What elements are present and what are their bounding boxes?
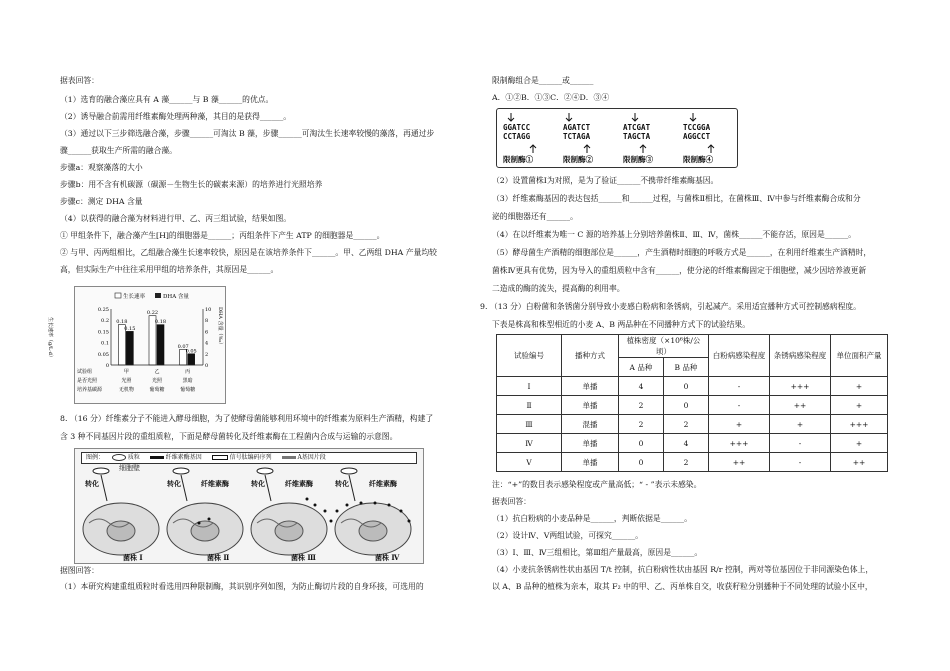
legend-item: 信号肽编码序列 <box>229 454 272 461</box>
table-row <box>497 396 888 415</box>
legend-growth: 生长速率 <box>123 294 146 300</box>
table-cell: 0 <box>619 453 664 472</box>
y-axis-label-left: 生长速率（g/L·d） <box>47 317 53 360</box>
enzyme-label: 限制酶① <box>503 155 533 164</box>
table-header: 条锈病感染程度 <box>770 335 831 377</box>
text-line: （2）诱导融合前需用纤维素酶处理两种藻，其目的是获得______。 <box>60 112 292 121</box>
cellulase-label: 纤维素酶 <box>369 479 397 488</box>
category-label: 丙 <box>185 369 191 375</box>
table-cell: ++ <box>831 453 888 472</box>
cellulase-label: 纤维素酶 <box>201 479 229 488</box>
y-tick-label: 0.1 <box>101 340 109 347</box>
trial-results-table <box>496 334 888 472</box>
table-header: 白粉病感染程度 <box>709 335 770 377</box>
row-label: 是否光照 <box>77 378 98 384</box>
text-line: （4）小麦抗条锈病性状由基因 T/t 控制，抗白粉病性状由基因 R/r 控制，两对等位基因位于非同源染色体上， <box>492 565 874 574</box>
table-cell: 2 <box>663 453 708 472</box>
bar-dha <box>188 354 195 365</box>
category-label: 光照 <box>151 378 163 384</box>
legend-swatch-dha <box>155 293 161 298</box>
table-cell: Ⅳ <box>497 434 562 453</box>
y-tick-label: 0.15 <box>97 329 109 336</box>
bar-value-label: 0.15 <box>124 325 136 332</box>
y-right-tick-label: 0 <box>205 363 209 369</box>
legend-swatch-growth <box>115 293 121 298</box>
cell-wall-label: 细胞壁 <box>119 464 140 472</box>
table-cell: + <box>709 415 770 434</box>
table-row <box>497 453 888 472</box>
legend-item: 纤维素酶基因 <box>165 454 202 461</box>
category-label: 甲 <box>123 369 129 375</box>
text-line: 8. （16 分）纤维素分子不能进入酵母细胞，为了使酵母菌能够利用环境中的纤维素为原料生产酒精，构建了 <box>60 414 434 423</box>
table-cell: + <box>770 415 831 434</box>
table-cell: 4 <box>663 434 708 453</box>
legend-title: 图例： <box>86 454 105 461</box>
y-tick-label: 0.05 <box>97 351 109 358</box>
table-cell: 2 <box>619 415 664 434</box>
table-cell: Ⅲ <box>497 415 562 434</box>
category-label: 光照 <box>121 378 132 384</box>
text-line: 据图回答： <box>60 566 99 575</box>
text-line: 下表是株高和株型相近的小麦 A、B 两品种在不同播种方式下的试验结果。 <box>492 320 751 329</box>
text-line: A．①②B．①③C．②④D．③④ <box>492 93 610 102</box>
table-cell: 单播 <box>562 396 619 415</box>
transform-label: 转化 <box>167 479 181 488</box>
enzyme-site: TCCGGA AGGCCT <box>683 123 711 141</box>
text-line: 据表回答： <box>492 497 531 506</box>
enzyme-site: GGATCC CCTAGG <box>503 123 531 141</box>
table-header: 植株密度（×10⁶株/公顷） <box>619 335 709 358</box>
table-cell: +++ <box>709 434 770 453</box>
table-cell: + <box>831 377 888 396</box>
table-cell: Ⅱ <box>497 396 562 415</box>
bar-chart <box>47 287 225 403</box>
strain-label: 菌株 Ⅱ <box>207 553 230 562</box>
text-line: （4）在以纤维素为唯一 C 源的培养基上分别培养菌株Ⅱ、Ⅲ、Ⅳ，菌株______不能存活，原因是______。 <box>492 230 856 239</box>
table-row <box>497 377 888 396</box>
category-label: 无机物 <box>118 387 134 393</box>
table-row <box>497 434 888 453</box>
bar-value-label: 0.18 <box>116 319 128 326</box>
table-cell: ++ <box>770 396 831 415</box>
table-cell: - <box>770 434 831 453</box>
table-cell: 0 <box>663 377 708 396</box>
text-line: （1）本研究构建重组质粒时看选用四种限制酶，其识别序列如图，为防止酶切片段的自身环接，可选用的 <box>60 582 424 591</box>
restriction-enzyme-figure <box>496 108 738 168</box>
bar-value-label: 0.07 <box>177 343 189 350</box>
table-cell: Ⅴ <box>497 453 562 472</box>
bar-chart-figure <box>47 286 226 404</box>
enzyme-label: 限制酶② <box>563 155 593 164</box>
y-right-tick-label: 10 <box>205 307 212 313</box>
legend-item: A基因片段 <box>297 454 326 461</box>
text-line: （3）通过以下三步筛选融合藻，步骤______可淘汰 B 藻，步骤______可淘汰生长速率较慢的藻落，再通过步 <box>60 129 435 138</box>
y-tick-label: 0.25 <box>97 307 109 313</box>
enzyme-site: AGATCT TCTAGA <box>563 123 591 141</box>
category-label: 黑暗 <box>182 378 193 384</box>
text-line: 菌株Ⅳ更具有优势，因为导入的重组质粒中含有______，使分泌的纤维素酶固定于细胞壁，减少因培养液更新 <box>492 266 867 275</box>
text-line: 高，但实际生产中往往采用甲组的培养条件，其原因是______。 <box>60 265 279 274</box>
strain-label: 菌株 Ⅳ <box>375 553 400 562</box>
table-cell: + <box>831 396 888 415</box>
bar-dha <box>126 331 133 365</box>
strain-label: 菌株 Ⅰ <box>123 553 143 562</box>
y-right-tick-label: 2 <box>205 351 209 358</box>
table-cell: 单播 <box>562 453 619 472</box>
table-cell: 0 <box>619 434 664 453</box>
table-cell: 2 <box>619 396 664 415</box>
table-cell: - <box>709 396 770 415</box>
text-line: 步骤c：测定 DHA 含量 <box>60 197 143 206</box>
y-tick-label: 0.2 <box>101 318 109 325</box>
row-label: 试验组 <box>77 369 93 375</box>
table-cell: 单播 <box>562 377 619 396</box>
text-line: （4）以获得的融合藻为材料进行甲、乙、丙三组试验，结果如图。 <box>60 214 292 223</box>
text-line: 据表回答： <box>60 76 99 85</box>
transformation-figure <box>74 448 424 564</box>
category-label: 葡萄糖 <box>180 387 196 393</box>
transform-label: 转化 <box>335 479 349 488</box>
text-line: 限制酶组合是______或______ <box>492 76 594 85</box>
text-line: （1）抗白粉病的小麦品种是______，判断依据是______。 <box>492 514 692 523</box>
bar-value-label: 0.05 <box>185 348 197 355</box>
text-line: （5）酵母菌生产酒精的细胞部位是______，产生酒精时细胞的呼吸方式是______，在利用纤维素生产酒精时， <box>492 248 872 257</box>
text-line: 注：“+”的数目表示感染程度或产量高低；“ - ”表示未感染。 <box>492 480 702 489</box>
table-row <box>497 415 888 434</box>
category-label: 葡萄糖 <box>149 387 165 393</box>
text-line: ① 甲组条件下，融合藻产生[H]的细胞器是______；丙组条件下产生 ATP 的细胞器是______。 <box>60 231 385 240</box>
text-line: 以 A、B 品种的植株为亲本，取其 F₂ 中的甲、乙、丙单株自交，收获籽粒分别播种于不同处理的试验小区中， <box>492 582 873 591</box>
table-cell: ++ <box>709 453 770 472</box>
text-line: 二造成的酶的流失，提高酶的利用率。 <box>492 284 625 293</box>
text-line: 含 3 种不同基因片段的重组质粒，下面是酵母菌转化及纤维素酶在工程菌内合成与运输的示意图。 <box>60 432 398 441</box>
table-header: 试验编号 <box>497 335 562 377</box>
table-header: 播种方式 <box>562 335 619 377</box>
table-cell: Ⅰ <box>497 377 562 396</box>
table-header: 单位面积产量 <box>831 335 888 377</box>
cellulase-label: 纤维素酶 <box>285 479 313 488</box>
text-line: （2）设计Ⅳ、Ⅴ两组试验，可探究______。 <box>492 531 643 540</box>
table-cell: 混播 <box>562 415 619 434</box>
table-cell: + <box>831 434 888 453</box>
table-subheader: B 品种 <box>663 358 708 377</box>
y-right-tick-label: 4 <box>205 340 209 347</box>
legend-item: 质粒 <box>127 454 140 461</box>
text-line: 步骤a：观察藻落的大小 <box>60 163 143 172</box>
table-cell: - <box>709 377 770 396</box>
text-line: （1）选育的融合藻应具有 A 藻______与 B 藻______的优点。 <box>60 95 274 104</box>
text-line: （3）纤维素酶基因的表达包括______和______过程，与菌株Ⅱ相比，在菌株Ⅲ、Ⅳ中参与纤维素酶合成和分 <box>492 194 861 203</box>
text-line: （3）Ⅰ、Ⅲ、Ⅳ三组相比，第Ⅲ组产量最高，原因是______。 <box>492 548 703 557</box>
transform-label: 转化 <box>85 479 99 488</box>
category-label: 乙 <box>154 369 160 375</box>
table-cell: 2 <box>663 415 708 434</box>
table-cell: 单播 <box>562 434 619 453</box>
text-line: ② 与甲、丙两组相比，乙组融合藻生长速率较快，原因是在该培养条件下______。甲、乙两组 DHA 产量均较 <box>60 248 437 257</box>
text-line: 步骤b：用不含有机碳源（碳源－生物生长的碳素来源）的培养进行光照培养 <box>60 180 323 189</box>
y-right-tick-label: 6 <box>205 329 209 336</box>
table-subheader: A 品种 <box>619 358 664 377</box>
table-cell: 4 <box>619 377 664 396</box>
text-line: 骤______获取生产所需的融合藻。 <box>60 146 177 155</box>
table-cell: +++ <box>831 415 888 434</box>
text-line: 泌的细胞器还有______。 <box>492 212 578 221</box>
table-cell: 0 <box>663 396 708 415</box>
table-cell: - <box>770 453 831 472</box>
bar-value-label: 0.22 <box>146 310 159 317</box>
bar-dha <box>157 325 164 365</box>
table-header-row <box>497 335 888 358</box>
y-axis-label-right: DHA 含量（‰） <box>217 307 223 348</box>
text-line: 9. （13 分）白粉菌和条锈菌分别导致小麦感白粉病和条锈病，引起减产。采用适宜播种方式可控制感病程度。 <box>480 302 861 311</box>
enzyme-label: 限制酶③ <box>623 155 653 164</box>
strain-label: 菌株 Ⅲ <box>291 553 316 562</box>
y-tick-label: 0 <box>105 363 109 369</box>
enzyme-label: 限制酶④ <box>683 155 713 164</box>
y-right-tick-label: 8 <box>205 318 209 325</box>
bar-value-label: 0.18 <box>154 319 167 326</box>
transform-label: 转化 <box>251 479 265 488</box>
row-label: 培养基碳源 <box>77 387 103 393</box>
table-cell: +++ <box>770 377 831 396</box>
legend-dha: DHA 含量 <box>163 294 189 300</box>
text-line: （2）设置菌株Ⅰ为对照，是为了验证______不携带纤维素酶基因。 <box>492 176 719 185</box>
enzyme-site: ATCGAT TAGCTA <box>623 123 651 141</box>
